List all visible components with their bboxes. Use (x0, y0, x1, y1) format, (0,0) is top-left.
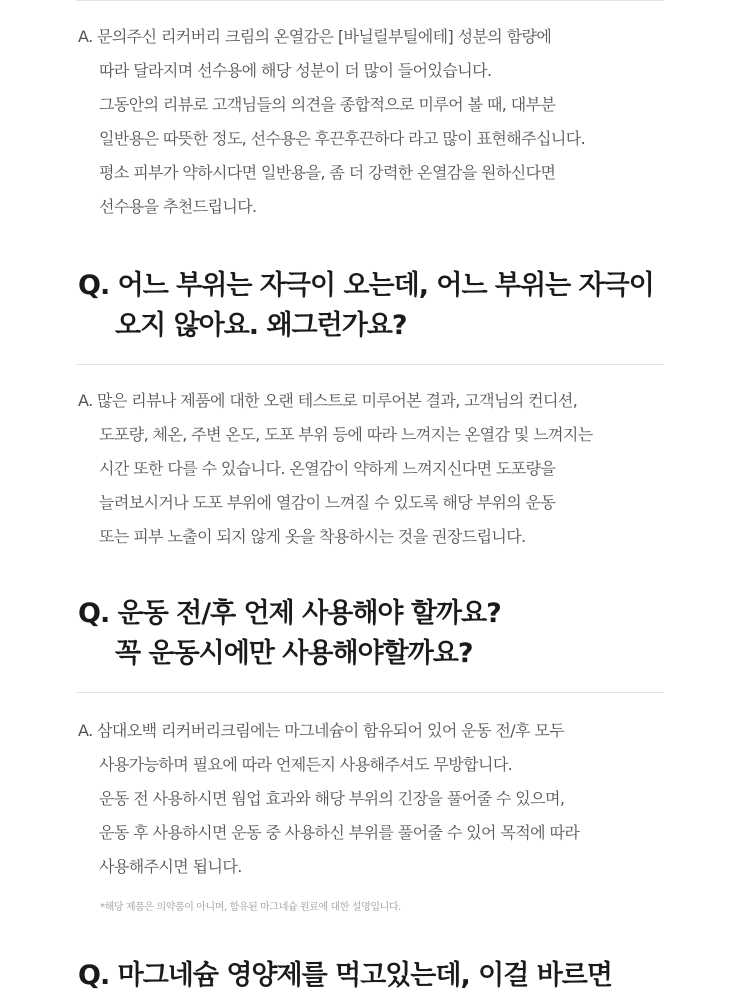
answer-line: 평소 피부가 약하시다면 일반용을, 좀 더 강력한 온열감을 원하신다면 (99, 163, 556, 182)
section-divider (76, 692, 664, 693)
top-divider (76, 0, 664, 1)
answer-line: 늘려보시거나 도포 부위에 열감이 느껴질 수 있도록 해당 부위의 운동 (99, 493, 556, 512)
question-line: Q. 어느 부위는 자극이 오는데, 어느 부위는 자극이 (78, 270, 654, 301)
answer-line: 그동안의 리뷰로 고객님들의 의견을 종합적으로 미루어 볼 때, 대부분 (99, 95, 556, 114)
question-when-to-use (78, 594, 698, 674)
answer-line: 운동 전 사용하시면 웜업 효과와 해당 부위의 긴장을 풀어줄 수 있으며, (99, 789, 565, 808)
answer-when-to-use (78, 714, 678, 884)
answer-heat-sensation (78, 20, 678, 224)
answer-line: 시간 또한 다를 수 있습니다. 온열감이 약하게 느껴지신다면 도포량을 (99, 459, 556, 478)
answer-line: A. 삼대오백 리커버리크림에는 마그네슘이 함유되어 있어 운동 전/후 모두 (78, 721, 565, 740)
answer-line: 사용가능하며 필요에 따라 언제든지 사용해주셔도 무방합니다. (99, 755, 513, 774)
question-stimulation-area (78, 266, 698, 346)
question-magnesium-supplement (78, 956, 698, 996)
answer-stimulation-area (78, 384, 678, 554)
answer-line: 또는 피부 노출이 되지 않게 옷을 착용하시는 것을 권장드립니다. (99, 527, 526, 546)
answer-line: 따라 달라지며 선수용에 해당 성분이 더 많이 들어있습니다. (99, 61, 492, 80)
question-line: Q. 마그네슘 영양제를 먹고있는데, 이걸 바르면 (78, 960, 612, 991)
answer-line: 일반용은 따뜻한 정도, 선수용은 후끈후끈하다 라고 많이 표현해주십니다. (99, 129, 586, 148)
question-line: 꼭 운동시에만 사용해야할까요? (115, 638, 473, 669)
answer-line: 사용해주시면 됩니다. (99, 857, 242, 876)
answer-line: A. 많은 리뷰나 제품에 대한 오랜 테스트로 미루어본 결과, 고객님의 컨디션, (78, 391, 578, 410)
question-line: 오지 않아요. 왜그런가요? (115, 310, 407, 341)
answer-line: 운동 후 사용하시면 운동 중 사용하신 부위를 풀어줄 수 있어 목적에 따라 (99, 823, 580, 842)
answer-line: A. 문의주신 리커버리 크림의 온열감은 [바닐릴부틸에테] 성분의 함량에 (78, 27, 552, 46)
answer-line: 도포량, 체온, 주변 온도, 도포 부위 등에 따라 느껴지는 온열감 및 느껴지는 (99, 425, 593, 444)
answer-line: 선수용을 추천드립니다. (99, 197, 257, 216)
disclaimer-note: *해당 제품은 의약품이 아니며, 함유된 마그네슘 원료에 대한 설명입니다. (100, 902, 401, 913)
section-divider (76, 364, 664, 365)
question-line: Q. 운동 전/후 언제 사용해야 할까요? (78, 598, 501, 629)
